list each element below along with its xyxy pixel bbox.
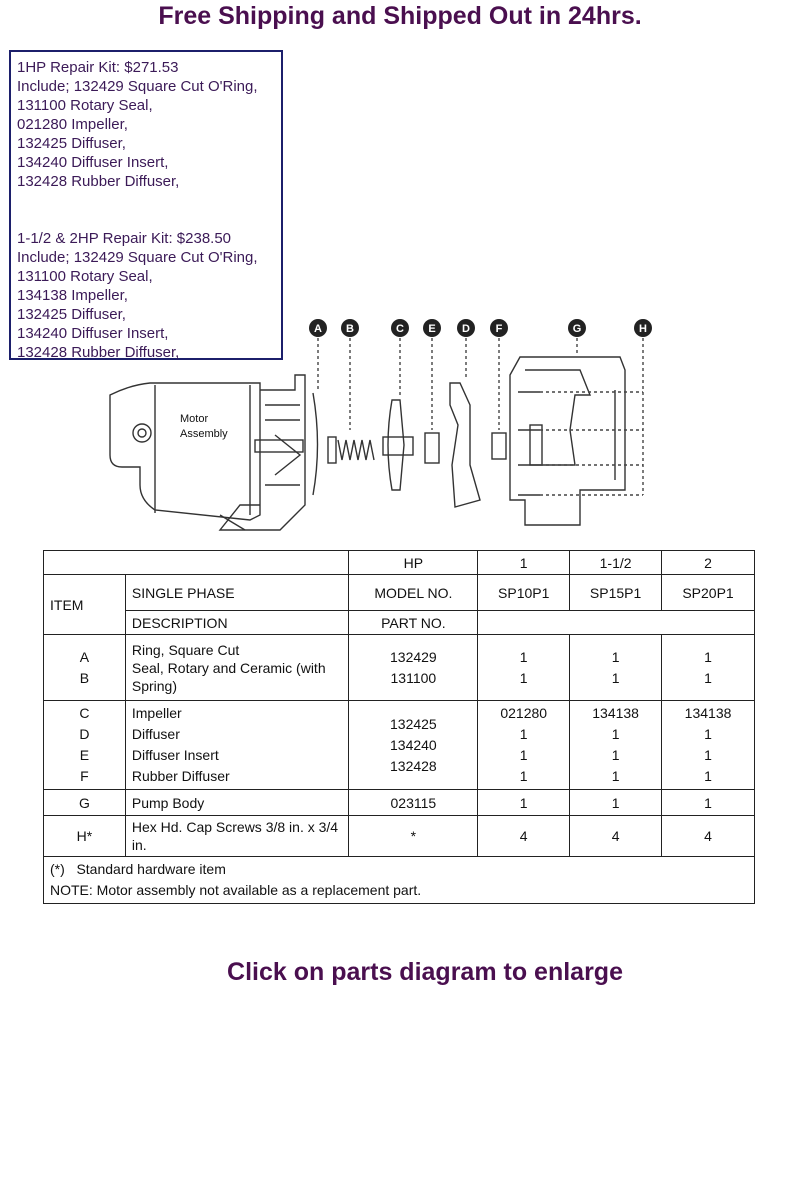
- svg-text:H: H: [639, 323, 647, 335]
- item-code: A: [79, 648, 90, 665]
- item-code: B: [79, 669, 90, 686]
- item-description: Diffuser: [131, 726, 180, 742]
- table-notes: [44, 857, 755, 904]
- motor-assembly: [110, 375, 305, 530]
- svg-text:E: E: [428, 323, 436, 335]
- part-c-impeller: [383, 400, 413, 490]
- qty-value: 1: [611, 669, 620, 686]
- table-row: [44, 816, 755, 857]
- qty-value: 1: [611, 648, 620, 665]
- qty-value: 134138: [592, 705, 639, 721]
- part-g-pump-body: [510, 357, 625, 525]
- item-description: Ring, Square Cut: [131, 641, 240, 658]
- motor-label: Assembly: [180, 428, 228, 440]
- item-description: Rubber Diffuser: [131, 768, 230, 784]
- svg-text:A: A: [314, 323, 322, 335]
- table-row-group-cf: [44, 701, 755, 790]
- callout-g: [568, 319, 586, 337]
- item-description: Hex Hd. Cap Screws 3/8 in. x 3/4 in.: [125, 816, 349, 857]
- item-description: Pump Body: [125, 790, 349, 816]
- qty-value: 1: [704, 747, 712, 763]
- svg-text:F: F: [495, 323, 503, 335]
- kit-1-line: 131100 Rotary Seal,: [17, 97, 153, 114]
- part-e-insert: [425, 433, 439, 463]
- kit-2-line: 134138 Impeller,: [17, 287, 128, 304]
- description-header: DESCRIPTION: [125, 611, 349, 635]
- item-code: D: [79, 726, 90, 742]
- item-code: E: [79, 747, 90, 763]
- part-b-seal: [328, 437, 374, 463]
- qty-value: 1: [519, 669, 528, 686]
- callout-c: [391, 319, 409, 337]
- qty-value: 1: [570, 790, 662, 816]
- parts-table: [43, 550, 755, 904]
- callout-b: [341, 319, 359, 337]
- qty-value: 1: [519, 648, 528, 665]
- kit-2-title: 1-1/2 & 2HP Repair Kit: $238.50: [17, 230, 232, 247]
- part-no-header: PART NO.: [349, 611, 478, 635]
- callout-e: [423, 319, 441, 337]
- item-description: Diffuser Insert: [131, 747, 219, 763]
- kit-1-line: Include; 132429 Square Cut O'Ring,: [17, 78, 258, 95]
- parts-diagram[interactable]: [100, 315, 670, 540]
- part-f-rubber: [492, 433, 506, 459]
- qty-value: 1: [704, 726, 712, 742]
- qty-value: 1: [704, 768, 712, 784]
- part-number: 023115: [349, 790, 478, 816]
- item-description: Seal, Rotary and Ceramic (with Spring): [131, 659, 326, 694]
- table-row: [44, 790, 755, 816]
- qty-value: 4: [662, 816, 755, 857]
- qty-value: 1: [611, 747, 620, 763]
- repair-kit-box: [9, 50, 283, 360]
- item-code: G: [44, 790, 126, 816]
- model-value: SP20P1: [662, 575, 755, 611]
- kit-2-line: 134240 Diffuser Insert,: [17, 325, 169, 342]
- svg-text:B: B: [346, 323, 354, 335]
- enlarge-diagram-link[interactable]: Click on parts diagram to enlarge: [227, 958, 623, 986]
- qty-value: 1: [519, 768, 528, 784]
- kit-2-line: 131100 Rotary Seal,: [17, 268, 153, 285]
- kit-2-line: 132425 Diffuser,: [17, 306, 126, 323]
- item-description: Impeller: [131, 705, 182, 721]
- qty-value: 1: [704, 648, 712, 665]
- callout-d: [457, 319, 475, 337]
- qty-value: 1: [611, 768, 620, 784]
- model-no-header: MODEL NO.: [349, 575, 478, 611]
- part-number: 131100: [390, 669, 437, 686]
- qty-value: 4: [570, 816, 662, 857]
- hp-value: 2: [662, 551, 755, 575]
- motor-note: NOTE: Motor assembly not available as a replacement part.: [50, 882, 422, 898]
- qty-value: 134138: [684, 705, 732, 721]
- kit-2-line: 132428 Rubber Diffuser,: [17, 344, 180, 361]
- part-number: 132429: [390, 648, 437, 665]
- part-number: 132428: [390, 757, 437, 774]
- part-number: 132425: [390, 715, 437, 732]
- part-d-diffuser: [450, 383, 480, 507]
- model-value: SP10P1: [478, 575, 570, 611]
- item-code: C: [79, 705, 90, 721]
- callout-h: [634, 319, 652, 337]
- qty-value: 1: [519, 747, 528, 763]
- qty-value: 1: [519, 726, 528, 742]
- svg-text:D: D: [462, 323, 470, 335]
- hp-value: 1: [478, 551, 570, 575]
- qty-value: 1: [704, 669, 712, 686]
- qty-value: 021280: [500, 705, 548, 721]
- qty-value: 1: [611, 726, 620, 742]
- table-row-group-ab: [44, 635, 755, 701]
- callout-f: [490, 319, 508, 337]
- part-a-ring: [313, 393, 318, 495]
- kit-1-line: 134240 Diffuser Insert,: [17, 154, 169, 171]
- item-code: F: [80, 768, 89, 784]
- item-header: ITEM: [44, 575, 126, 635]
- item-code: H*: [44, 816, 126, 857]
- svg-text:G: G: [572, 323, 582, 335]
- kit-1-line: 132428 Rubber Diffuser,: [17, 173, 180, 190]
- kit-1-line: 021280 Impeller,: [17, 116, 128, 133]
- svg-text:C: C: [396, 323, 404, 335]
- hp-value: 1-1/2: [570, 551, 662, 575]
- model-value: SP15P1: [570, 575, 662, 611]
- part-number: *: [349, 816, 478, 857]
- diagram-callouts: [309, 319, 652, 337]
- kit-1-line: 132425 Diffuser,: [17, 135, 126, 152]
- shipping-headline: Free Shipping and Shipped Out in 24hrs.: [158, 2, 642, 30]
- motor-label: Motor: [180, 413, 209, 425]
- single-phase-header: SINGLE PHASE: [125, 575, 349, 611]
- qty-value: 1: [662, 790, 755, 816]
- qty-value: 1: [478, 790, 570, 816]
- hp-header: HP: [349, 551, 478, 575]
- kit-1-title: 1HP Repair Kit: $271.53: [17, 59, 179, 76]
- callout-a: [309, 319, 327, 337]
- qty-value: 4: [478, 816, 570, 857]
- kit-2-line: Include; 132429 Square Cut O'Ring,: [17, 249, 258, 266]
- part-number: 134240: [390, 736, 437, 753]
- hardware-note: (*) Standard hardware item: [50, 861, 226, 877]
